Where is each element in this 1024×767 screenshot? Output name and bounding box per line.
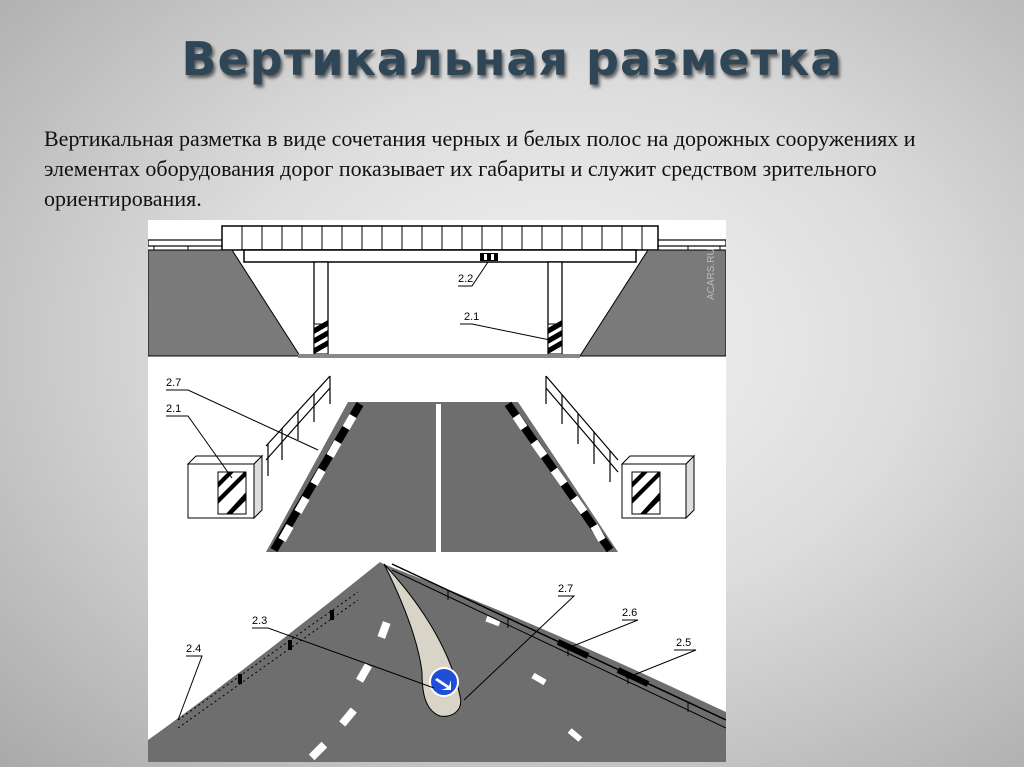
label-2-7-entrance: 2.7 <box>166 377 182 389</box>
label-2-4-curve: 2.4 <box>186 643 202 655</box>
embankment-right <box>580 250 726 356</box>
slide-description: Вертикальная разметка в виде сочетания черных и белых полос на дорожных сооружениях и элементах оборудования дорог показывает их габариты и служит средством зрительного ориентирования. <box>44 126 916 211</box>
label-2-2-bridge: 2.2 <box>458 273 474 285</box>
label-2-1-bridge: 2.1 <box>464 311 480 323</box>
panel-bridge <box>148 226 726 358</box>
panel-road-entrance <box>166 376 694 552</box>
beam-marker-2-2 <box>480 253 498 261</box>
label-2-3-curve: 2.3 <box>252 615 268 627</box>
block-right <box>622 456 694 518</box>
label-2-5-curve: 2.5 <box>676 637 692 649</box>
panel-curve <box>148 562 726 762</box>
embankment-left <box>148 250 300 356</box>
road-marking-svg <box>148 220 726 762</box>
label-2-6-curve: 2.6 <box>622 607 638 619</box>
road-marking-illustration <box>148 220 726 762</box>
slide-title: Вертикальная разметка <box>181 32 843 86</box>
sign-2-3 <box>430 668 458 696</box>
bridge-deck <box>222 226 658 250</box>
support-stripes-right <box>548 320 562 354</box>
support-stripes-left <box>314 320 328 354</box>
road-centre-line <box>436 404 441 552</box>
watermark-text: ACARS.RU <box>706 248 717 300</box>
label-2-7-curve: 2.7 <box>558 583 574 595</box>
block-left <box>188 456 262 518</box>
label-2-1-entrance: 2.1 <box>166 403 182 415</box>
bridge-beam <box>244 250 636 262</box>
